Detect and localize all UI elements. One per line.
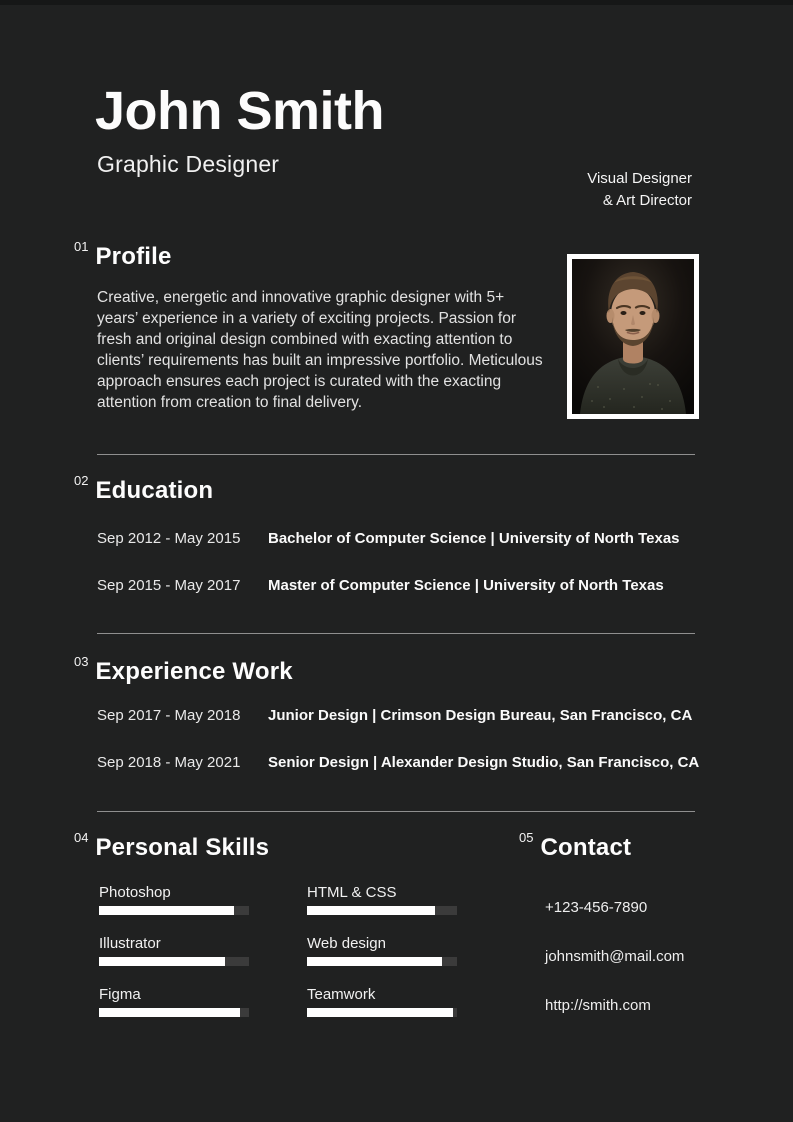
tagline-line-1: Visual Designer	[587, 170, 692, 187]
experience-description: Junior Design | Crimson Design Bureau, San Francisco, CA	[268, 707, 693, 724]
education-dates: Sep 2015 - May 2017	[97, 577, 241, 594]
skill-bar-track	[307, 957, 457, 966]
profile-summary: Creative, energetic and innovative graphic designer with 5+ years’ experience in a variety of exciting projects. Passion for fresh and original design combined with exacting attention to clients’ requirements has built an impressive portfolio. Meticulous approach ensures each project is curated with the exacting attention from creation to final delivery.	[97, 289, 543, 411]
skill-item	[99, 884, 249, 915]
experience-row	[97, 753, 737, 772]
skill-label: Illustrator	[99, 935, 161, 952]
skill-label: Photoshop	[99, 884, 171, 901]
tagline-line-2: & Art Director	[602, 191, 692, 209]
skill-item	[307, 884, 457, 915]
section-divider	[97, 811, 695, 812]
skill-bar-track	[99, 906, 249, 915]
section-divider	[97, 454, 695, 455]
section-heading-skills	[74, 830, 270, 862]
contact-list	[545, 899, 684, 1046]
section-title: Profile	[95, 243, 172, 270]
education-list	[97, 529, 737, 623]
skill-bar-track	[307, 906, 457, 915]
education-row	[97, 576, 737, 595]
skill-bar-track	[99, 957, 249, 966]
skill-bar-fill	[307, 906, 435, 915]
experience-row	[97, 706, 737, 725]
skills-column-right	[307, 884, 457, 1037]
section-heading-profile	[74, 239, 172, 271]
experience-dates: Sep 2018 - May 2021	[97, 754, 241, 771]
section-heading-education	[74, 473, 214, 505]
section-divider	[97, 633, 695, 634]
skill-bar-fill	[99, 906, 234, 915]
portrait-photo-illustration	[572, 259, 694, 414]
person-name: John Smith	[95, 81, 384, 141]
section-number: 03	[74, 654, 89, 669]
section-number: 04	[74, 830, 89, 845]
experience-description: Senior Design | Alexander Design Studio, San Francisco, CA	[268, 754, 700, 771]
skill-item	[307, 935, 457, 966]
section-number: 02	[74, 473, 89, 488]
skill-label: Teamwork	[307, 986, 376, 1003]
section-number: 01	[74, 239, 89, 254]
section-title: Experience Work	[95, 658, 293, 685]
contact-email: johnsmith@mail.com	[545, 948, 685, 965]
contact-phone: +123-456-7890	[545, 899, 648, 916]
skills-column-left	[99, 884, 249, 1037]
experience-dates: Sep 2017 - May 2018	[97, 707, 241, 724]
skill-label: HTML & CSS	[307, 884, 397, 901]
portrait-photo	[567, 254, 699, 419]
education-dates: Sep 2012 - May 2015	[97, 530, 241, 547]
education-row	[97, 529, 737, 548]
section-heading-contact	[519, 830, 632, 862]
tagline	[587, 168, 692, 211]
skill-bar-track	[99, 1008, 249, 1017]
skill-bar-fill	[307, 957, 442, 966]
section-title: Contact	[540, 834, 632, 861]
section-title: Education	[95, 477, 214, 504]
skill-item	[99, 935, 249, 966]
skill-bar-fill	[307, 1008, 453, 1017]
section-number: 05	[519, 830, 534, 845]
education-description: Master of Computer Science | University of North Texas	[268, 577, 664, 594]
skill-label: Web design	[307, 935, 386, 952]
education-description: Bachelor of Computer Science | University of North Texas	[268, 530, 680, 547]
skill-label: Figma	[99, 986, 141, 1003]
skill-bar-fill	[99, 957, 225, 966]
skill-bar-track	[307, 1008, 457, 1017]
skill-item	[99, 986, 249, 1017]
experience-list	[97, 706, 737, 800]
contact-website: http://smith.com	[545, 997, 651, 1014]
section-title: Personal Skills	[95, 834, 270, 861]
page-top-edge	[0, 0, 793, 5]
section-heading-experience	[74, 654, 293, 686]
skill-bar-fill	[99, 1008, 240, 1017]
skill-item	[307, 986, 457, 1017]
job-title: Graphic Designer	[97, 151, 280, 177]
